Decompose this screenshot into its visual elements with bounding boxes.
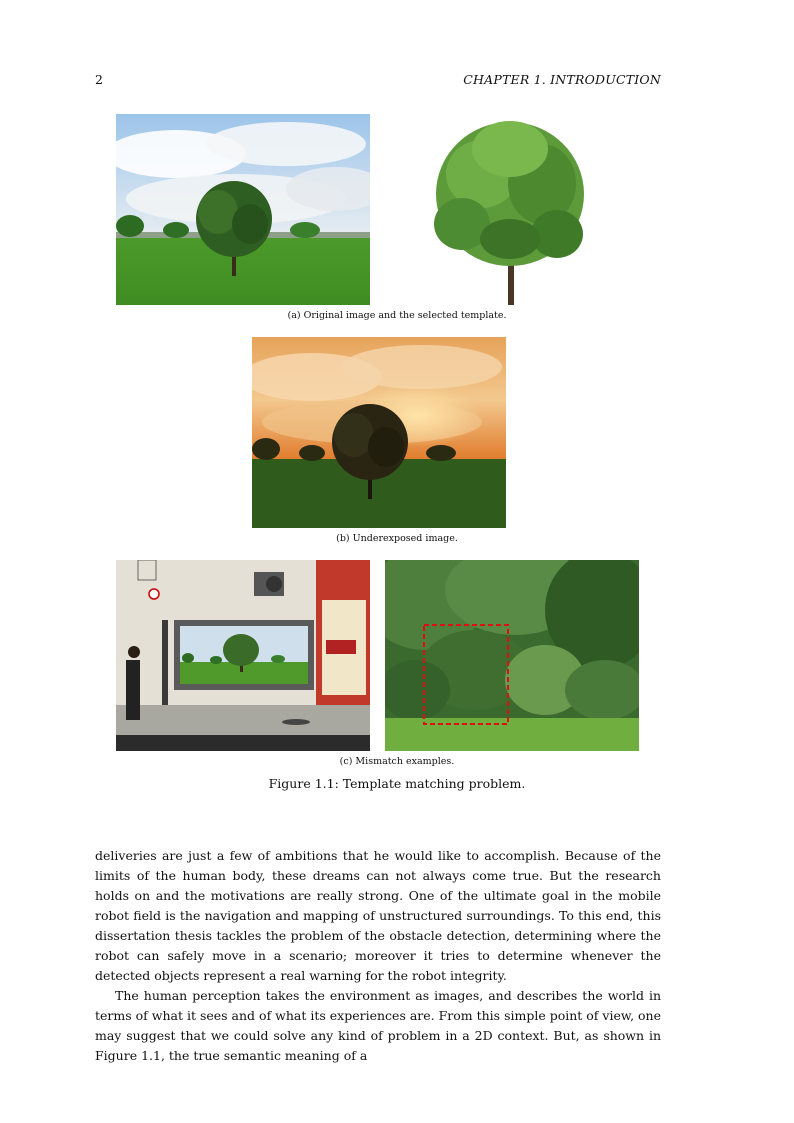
- subcaption-c: (c) Mismatch examples.: [339, 756, 455, 767]
- chapter-title: CHAPTER 1. INTRODUCTION: [463, 72, 661, 87]
- subcaption-b: (b) Underexposed image.: [336, 533, 458, 544]
- paragraph-1: deliveries are just a few of ambitions that he would like to accomplish. Because of the limits of the human body, these dreams can not always come true. But the research holds on and the motivations are really strong. One of the ultimate goal in the mobile robot field is the navigation and mapping of unstructured surroundings. To this end, this dissertation thesis tackles the problem of the obstacle detection, determining where the robot can safely move in a scenario; moreover it tries to determine whenever the detected objects represent a real warning for the robot integrity.: [95, 848, 661, 983]
- page-number: 2: [95, 72, 103, 87]
- subcaption-a: (a) Original image and the selected template.: [287, 310, 507, 321]
- running-head: [95, 72, 661, 90]
- mismatch-forest-image: [385, 560, 639, 751]
- body-text: [95, 846, 661, 1066]
- underexposed-image: [252, 337, 506, 528]
- figure-caption: Figure 1.1: Template matching problem.: [268, 776, 526, 791]
- original-image: [116, 114, 370, 305]
- paragraph-2: The human perception takes the environment as images, and describes the world in terms of what it sees and of what its experiences are. From this simple point of view, one may suggest that we could solve any kind of problem in a 2D context. But, as shown in Figure 1.1, the true semantic meaning of a: [95, 988, 661, 1063]
- mismatch-street-image: [116, 560, 370, 751]
- template-image: [422, 114, 590, 305]
